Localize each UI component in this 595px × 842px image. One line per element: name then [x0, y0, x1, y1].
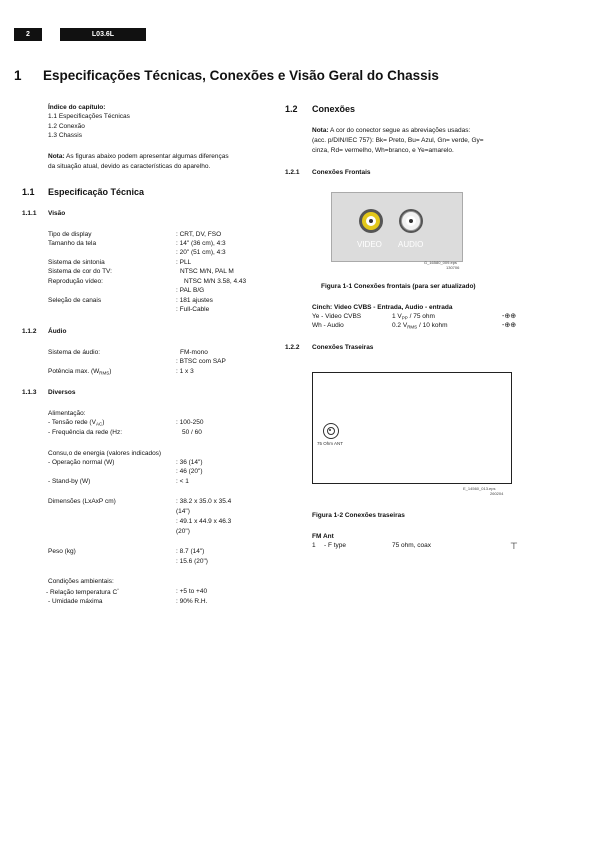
consumption-heading: Consu,o de energia (valores indicados)	[48, 450, 162, 457]
temperature-label-text: - Relação temperatura C	[46, 589, 118, 596]
front-connectors-figure	[331, 192, 463, 262]
value-sub: PP	[401, 315, 408, 321]
spec-value: : 20" (51 cm), 4:3	[176, 249, 226, 256]
dimensions-value: (14")	[176, 508, 190, 515]
subsection-number: 1.2.1	[285, 169, 300, 176]
normal-operation-value: : 36 (14")	[176, 459, 203, 466]
voltage-label	[48, 419, 104, 427]
fm-row-number: 1	[312, 542, 316, 549]
connector-symbol-icon: -⊕⊕	[502, 313, 517, 320]
cinch-title: Cinch: Video CVBS - Entrada, Audio - entrada	[312, 304, 453, 311]
dimensions-value: : 38.2 x 35.0 x 35.4	[176, 498, 232, 505]
subsection-title: Áudio	[48, 328, 67, 335]
standby-value: : < 1	[176, 478, 189, 485]
index-item: 1.2 Conexão	[48, 123, 85, 130]
spec-label: Seleção de canais	[48, 297, 102, 304]
power-label-text: Potência max. (W	[48, 368, 100, 375]
figure-caption: Figura 1-1 Conexões frontais (para ser atualizado)	[321, 283, 476, 290]
humidity-value: : 90% R.H.	[176, 598, 208, 605]
section-number: 1.2	[285, 104, 298, 114]
page-number-text: 2	[26, 31, 30, 38]
humidity-label: - Umidade máxima	[48, 598, 103, 605]
rear-connectors-figure	[312, 372, 512, 484]
cinch-row-value	[392, 313, 435, 321]
audio-jack-icon	[399, 209, 423, 233]
cinch-row-value	[392, 322, 448, 330]
spec-label: Reprodução vídeo:	[48, 278, 103, 285]
ambient-heading: Condições ambientais:	[48, 578, 114, 585]
index-item: 1.3 Chassis	[48, 132, 82, 139]
voltage-label-text: - Tensão rede (V	[48, 419, 96, 426]
fm-row-type: - F type	[324, 542, 347, 549]
value-unit: / 75 ohm	[407, 313, 435, 320]
index-heading: Índice do capítulo:	[48, 104, 106, 111]
antenna-connector-icon	[323, 423, 339, 439]
normal-operation-value: : 46 (20")	[176, 468, 203, 475]
model-text: L03.6L	[91, 31, 115, 38]
power-supply-heading: Alimentação:	[48, 410, 86, 417]
audio-system-label: Sistema de áudio:	[48, 349, 101, 356]
fm-row-value: 75 ohm, coax	[392, 542, 432, 549]
subsection-title: Conexões Traseiras	[312, 344, 374, 351]
note-label: Nota:	[48, 153, 65, 160]
frequency-value: 50 / 60	[182, 429, 202, 436]
chapter-title: Especificações Técnicas, Conexões e Visão Geral do Chassis	[43, 68, 439, 83]
weight-value: : 15.6 (20")	[176, 558, 208, 565]
connector-symbol-icon: -⊕⊕	[502, 322, 517, 329]
spec-label: Tipo de display	[48, 231, 92, 238]
voltage-label-close: )	[102, 419, 105, 426]
figure-date: 130706	[446, 265, 460, 270]
subsection-number: 1.1.3	[22, 389, 37, 396]
connector-note	[312, 127, 470, 134]
value-text: 0.2 V	[392, 322, 408, 329]
subsection-number: 1.1.1	[22, 210, 37, 217]
spec-label: Tamanho da tela	[48, 240, 97, 247]
normal-operation-label: - Operação normal (W)	[48, 459, 115, 466]
antenna-label: 75 Ohm ANT	[317, 441, 344, 446]
spec-value: : 181 ajustes	[176, 297, 213, 304]
fm-ant-title: FM Ant	[312, 533, 334, 540]
spec-label: Sistema de sintonia	[48, 259, 105, 266]
subsection-number: 1.1.2	[22, 328, 37, 335]
spec-value: : 14" (36 cm), 4:3	[176, 240, 226, 247]
figure-caption: Figura 1-2 Conexões traseiras	[312, 512, 405, 519]
weight-value: : 8.7 (14")	[176, 548, 205, 555]
power-label	[48, 368, 111, 376]
spec-value: NTSC M/N, PAL M	[180, 268, 234, 275]
model-badge	[60, 28, 146, 41]
value-text: 1 V	[392, 313, 402, 320]
value-sub: RMS	[407, 324, 418, 330]
figure-code: E_14560_013.eps	[463, 486, 496, 491]
note-text: A cor do conector segue as abreviações usadas:	[328, 127, 471, 134]
section-title: Conexões	[312, 104, 356, 114]
subsection-number: 1.2.2	[285, 344, 300, 351]
figure-date: 260204	[490, 491, 504, 496]
chapter-number: 1	[14, 68, 22, 83]
dimensions-value: : 49.1 x 44.9 x 46.3	[176, 518, 232, 525]
note-label: Nota:	[312, 127, 329, 134]
audio-system-value: FM-mono	[180, 349, 208, 356]
subsection-title: Diversos	[48, 389, 76, 396]
spec-value: : Full-Cable	[176, 306, 210, 313]
dimensions-label: Dimensões (LxAxP cm)	[48, 498, 116, 505]
power-label-close: )	[109, 368, 112, 375]
spec-value: : PAL B/G	[176, 287, 205, 294]
connector-note-line2: (acc. p/DIN/IEC 757): Bk= Preto, Bu= Azul, Gn= verde, Gy=	[312, 137, 484, 144]
voltage-value: : 100-250	[176, 419, 204, 426]
weight-label: Peso (kg)	[48, 548, 76, 555]
temperature-value: : +5 to +40	[176, 588, 208, 595]
section-title: Especificação Técnica	[48, 187, 145, 197]
voltage-label-sub: AC	[95, 421, 103, 427]
video-jack-label: VIDEO	[357, 240, 382, 249]
temperature-label	[46, 588, 119, 596]
value-unit: / 10 kohm	[417, 322, 448, 329]
spec-value: : PLL	[176, 259, 192, 266]
frequency-label: - Frequência da rede (Hz:	[48, 429, 123, 436]
index-note	[48, 153, 229, 160]
section-number: 1.1	[22, 187, 35, 197]
antenna-symbol-icon: ⊤	[510, 541, 518, 551]
subsection-title: Visão	[48, 210, 66, 217]
connector-note-line3: cinza, Rd= vermelho, Wh=branco, e Ye=amarelo.	[312, 147, 454, 154]
figure-code: G_16580_009.eps	[424, 260, 457, 265]
cinch-row-label: Wh - Audio	[312, 322, 344, 329]
spec-value: : CRT, DV, FSO	[176, 231, 222, 238]
note-text: As figuras abaixo podem apresentar algumas diferenças	[64, 153, 229, 160]
temperature-degree: °	[117, 588, 119, 593]
dimensions-value: (20")	[176, 528, 190, 535]
video-jack-icon	[359, 209, 383, 233]
audio-system-value: : BTSC com SAP	[176, 358, 226, 365]
power-value: : 1 x 3	[176, 368, 194, 375]
index-item: 1.1 Especificações Técnicas	[48, 113, 130, 120]
audio-jack-label: AUDIO	[398, 240, 424, 249]
standby-label: - Stand-by (W)	[48, 478, 91, 485]
subsection-title: Conexões Frontais	[312, 169, 371, 176]
spec-value: NTSC M/N 3.58, 4.43	[184, 278, 247, 285]
cinch-row-label: Ye - Video CVBS	[312, 313, 362, 320]
page-number	[14, 28, 42, 41]
power-label-sub: RMS	[99, 370, 110, 376]
index-note-line2: da situação atual, devido as características do aparelho.	[48, 163, 211, 170]
spec-label: Sistema de cor do TV:	[48, 268, 112, 275]
